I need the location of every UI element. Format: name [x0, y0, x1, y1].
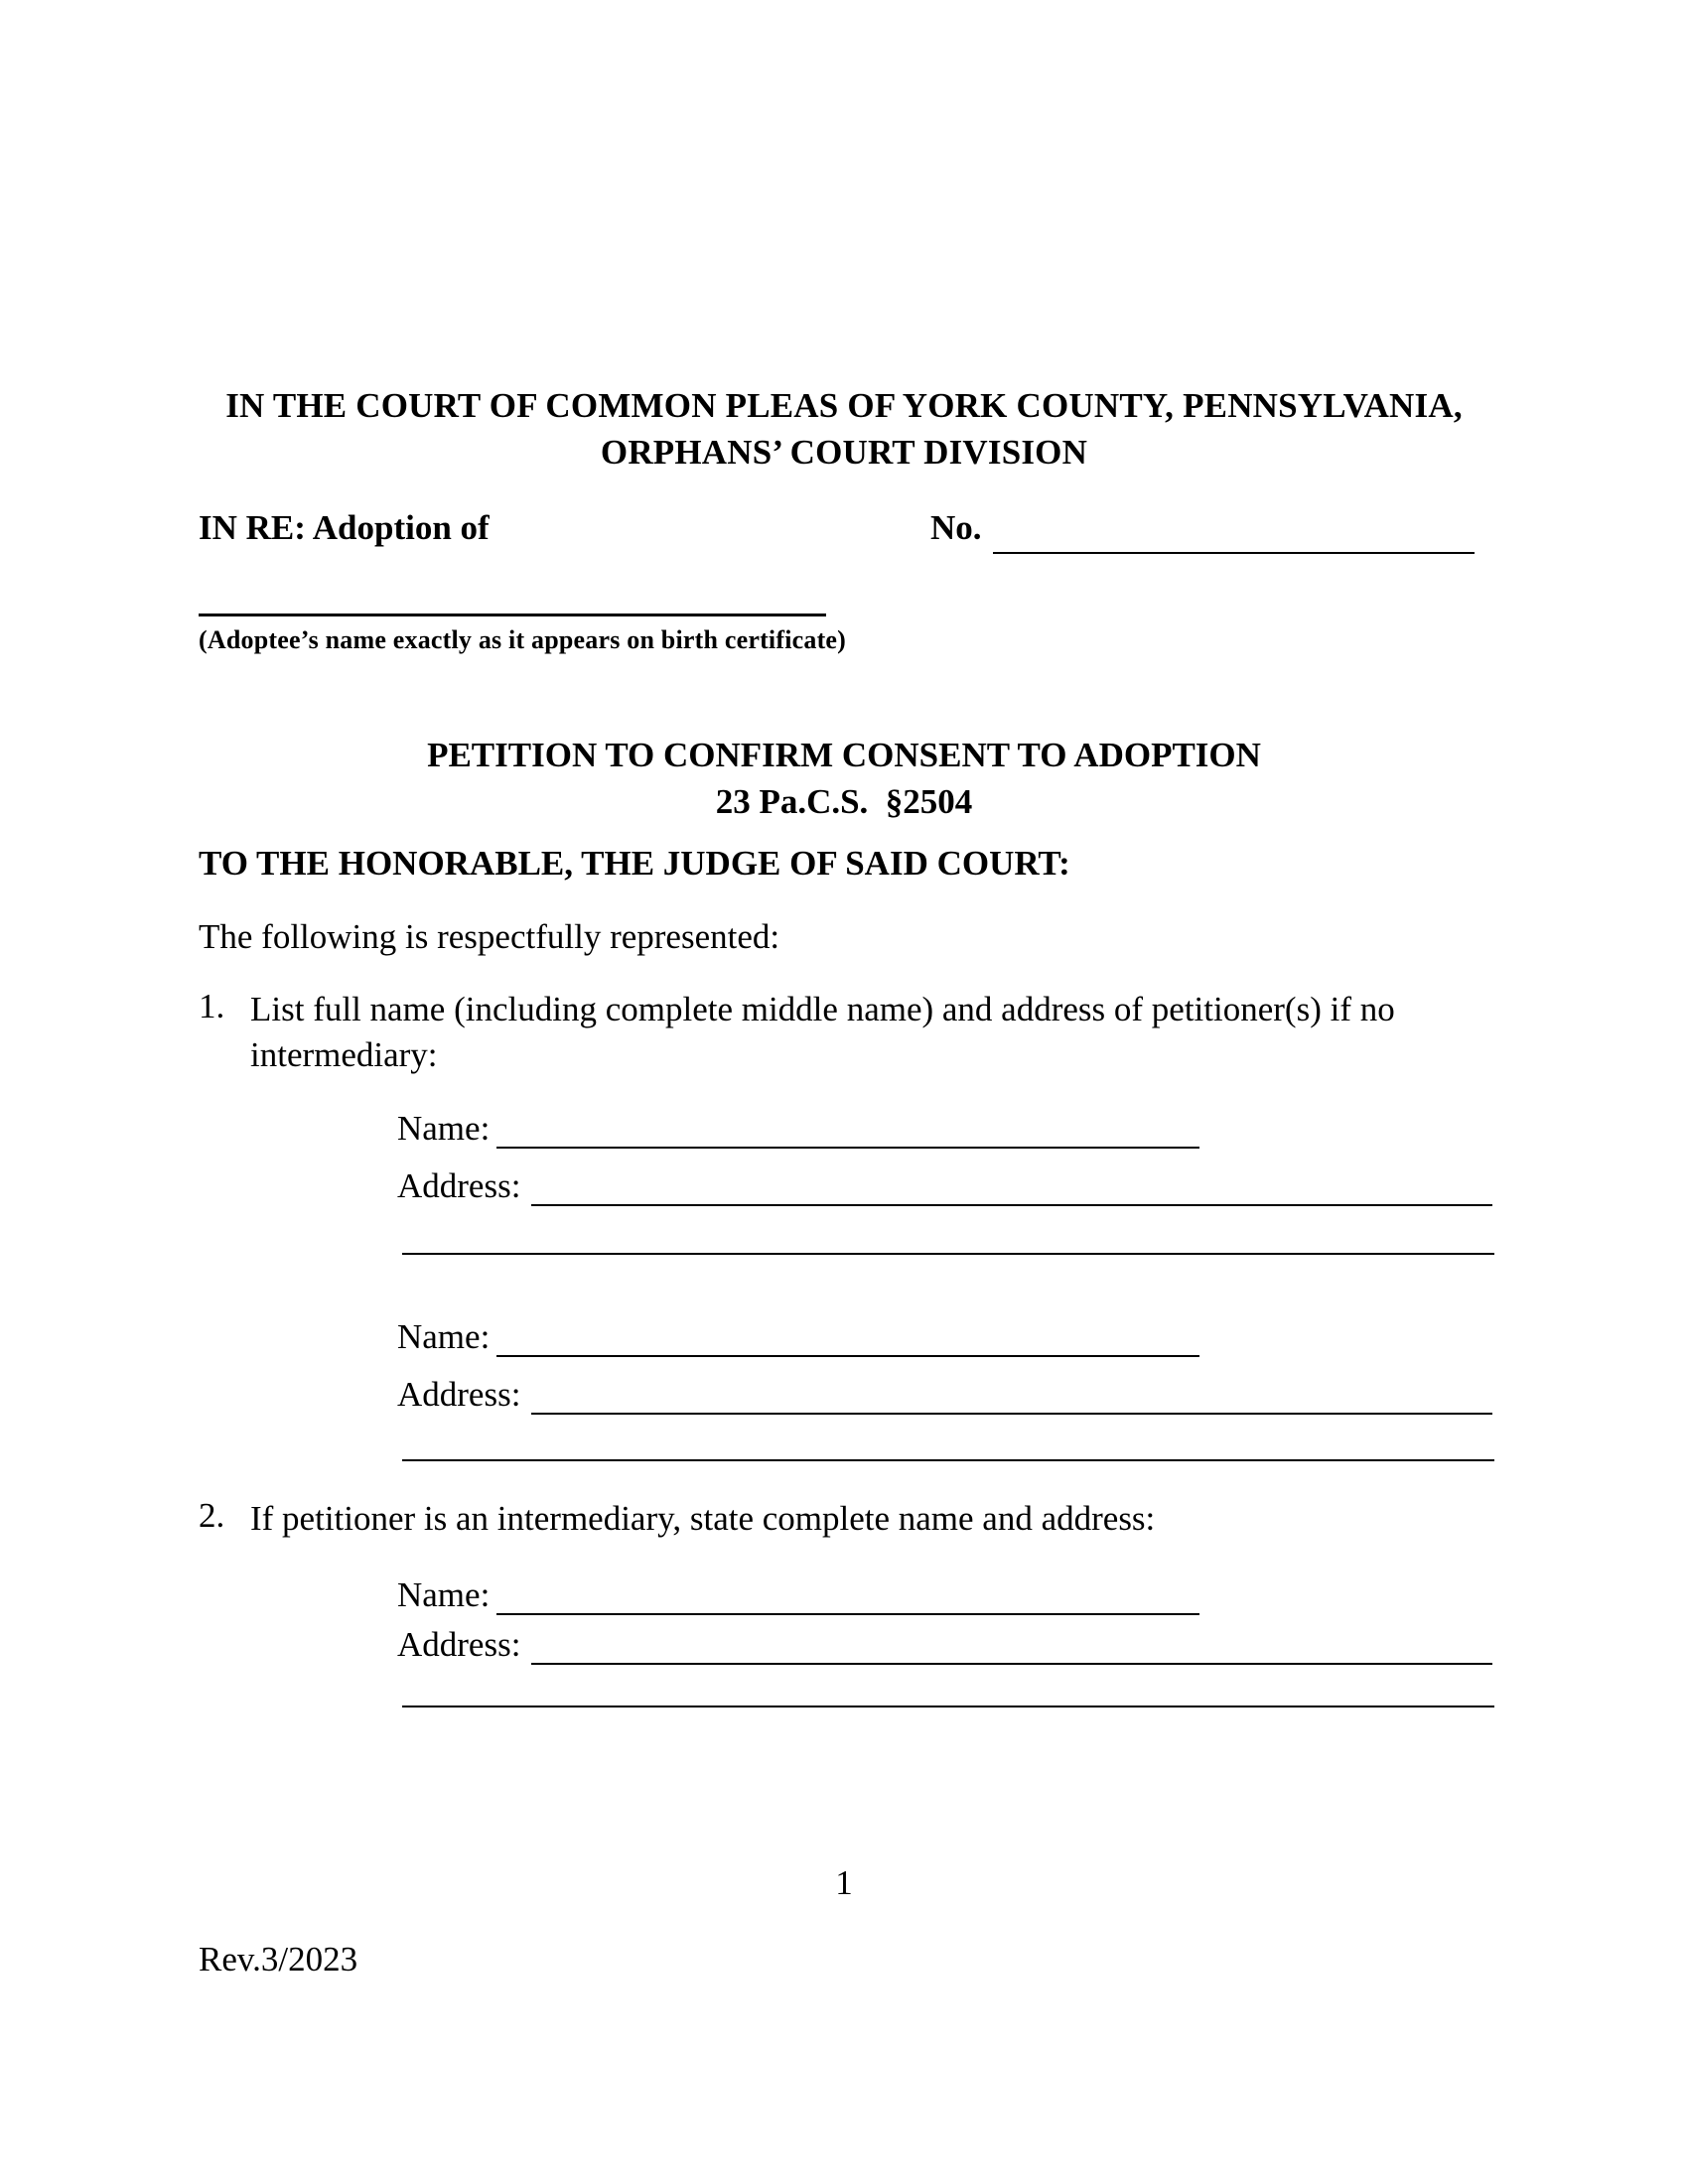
intermediary-address-continuation-line[interactable] — [402, 1706, 1494, 1707]
item-2-text: If petitioner is an intermediary, state complete name and address: — [250, 1499, 1156, 1538]
petitioner2-address-blank-line[interactable] — [531, 1413, 1492, 1415]
in-re-label: IN RE: Adoption of — [199, 508, 490, 547]
case-number-blank-line[interactable] — [993, 552, 1475, 554]
intermediary-name-blank-line[interactable] — [496, 1613, 1199, 1615]
page-number: 1 — [835, 1863, 853, 1902]
petition-title-block — [199, 732, 1489, 825]
adoptee-name-blank-line[interactable] — [199, 614, 826, 616]
petitioner2-name-blank-line[interactable] — [496, 1355, 1199, 1357]
case-number-label: No. — [930, 508, 982, 547]
petitioner1-name-label: Name: — [397, 1109, 491, 1148]
revision-label: Rev.3/2023 — [199, 1940, 358, 1979]
petitioner1-name-blank-line[interactable] — [496, 1147, 1199, 1149]
court-header-line1: IN THE COURT OF COMMON PLEAS OF YORK COUNTY, PENNSYLVANIA, — [225, 386, 1463, 425]
intro-text: The following is respectfully represented: — [199, 917, 780, 956]
court-header — [199, 382, 1489, 476]
petitioner1-address-continuation-line[interactable] — [402, 1253, 1494, 1255]
petitioner2-name-label: Name: — [397, 1317, 491, 1356]
intermediary-name-label: Name: — [397, 1575, 491, 1614]
adoptee-note: (Adoptee’s name exactly as it appears on birth certificate) — [199, 625, 847, 654]
item-1-text — [250, 987, 1395, 1078]
petitioner1-address-label: Address: — [397, 1166, 521, 1205]
intermediary-address-blank-line[interactable] — [531, 1663, 1492, 1665]
petitioner2-address-label: Address: — [397, 1375, 521, 1414]
item-2-number: 2. — [199, 1496, 225, 1535]
petitioner1-address-blank-line[interactable] — [531, 1204, 1492, 1206]
intermediary-address-label: Address: — [397, 1625, 521, 1664]
court-header-line2: ORPHANS’ COURT DIVISION — [600, 433, 1088, 472]
salutation: TO THE HONORABLE, THE JUDGE OF SAID COURT: — [199, 844, 1070, 883]
item-1-text-line2: intermediary: — [250, 1035, 438, 1074]
item-1-text-line1: List full name (including complete middle name) and address of petitioner(s) if no — [250, 990, 1395, 1028]
item-1-number: 1. — [199, 987, 225, 1025]
petitioner2-address-continuation-line[interactable] — [402, 1459, 1494, 1461]
petition-title: PETITION TO CONFIRM CONSENT TO ADOPTION — [427, 736, 1261, 774]
statute-citation: 23 Pa.C.S. §2504 — [715, 782, 973, 821]
